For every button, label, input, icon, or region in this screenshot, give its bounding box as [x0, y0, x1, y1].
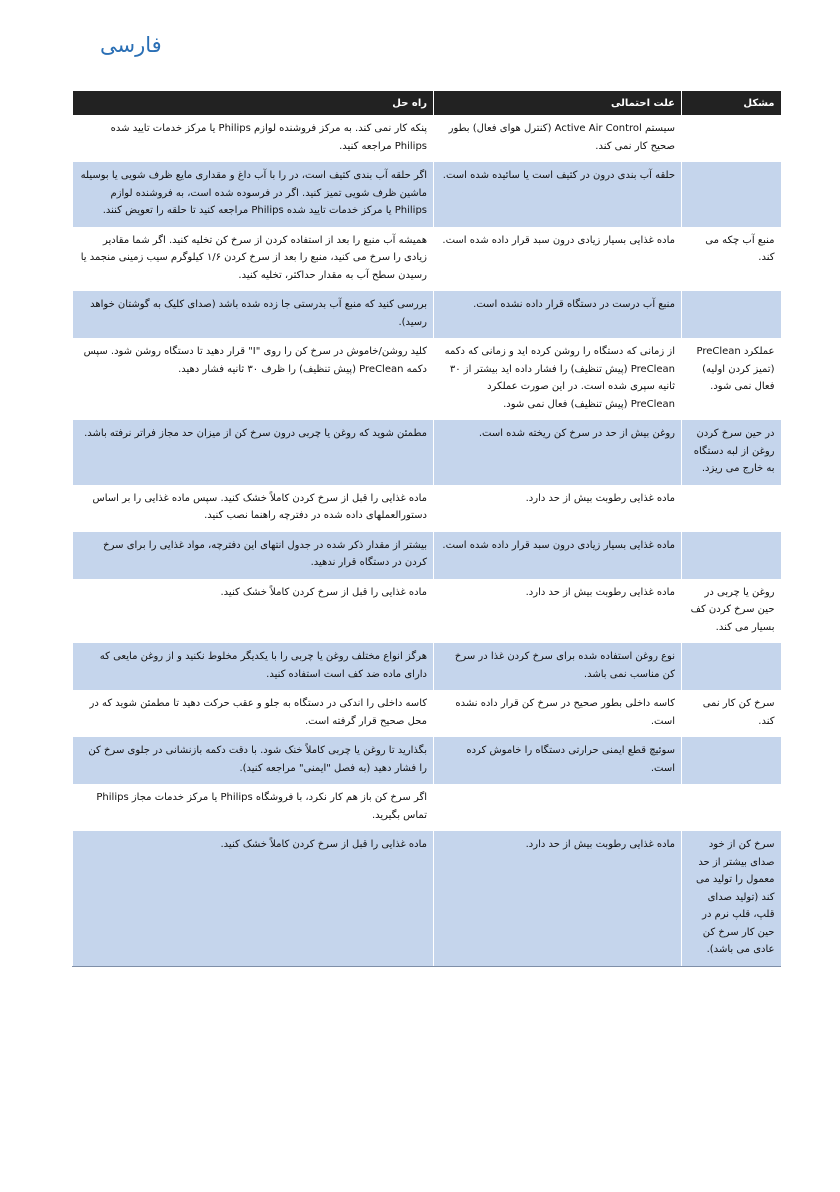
- cell-cause: ماده غذایی رطوبت بیش از حد دارد.: [434, 485, 682, 532]
- cell-cause: کاسه داخلی بطور صحیح در سرخ کن قرار داده نشده است.: [434, 690, 682, 737]
- cell-solution: ماده غذایی را قبل از سرخ کردن کاملاً خشک کنید.: [73, 579, 434, 644]
- cell-solution: ماده غذایی را قبل از سرخ کردن کاملاً خشک کنید. سپس ماده غذایی را بر اساس دستورالعملهای داده شده در دفترچه راهنما نصب کنید.: [73, 485, 434, 532]
- cell-problem: سرخ کن از خود صدای بیشتر از حد معمول را تولید می کند (تولید صدای قلپ، قلپ نرم در حین کار سرخ کن عادی می باشد).: [682, 831, 781, 966]
- cell-problem: عملکرد PreClean (تمیز کردن اولیه) فعال نمی شود.: [682, 338, 781, 420]
- header-solution: راه حل: [73, 91, 434, 115]
- cell-cause: سوئیچ قطع ایمنی حرارتی دستگاه را خاموش کرده است.: [434, 737, 682, 784]
- cell-cause: منبع آب درست در دستگاه قرار داده نشده است.: [434, 291, 682, 338]
- cell-problem: [682, 643, 781, 690]
- table-row: [73, 420, 781, 485]
- cell-cause: از زمانی که دستگاه را روشن کرده اید و زمانی که دکمه PreClean (پیش تنظیف) را فشار داده اید بیشتر از ۳۰ ثانیه سپری شده است. در این صورت عملکرد PreClean (پیش تنظیف) فعال نمی شود.: [434, 338, 682, 420]
- table-row: [73, 737, 781, 784]
- table-row: [73, 162, 781, 227]
- header-cause: علت احتمالی: [434, 91, 682, 115]
- cell-solution: مطمئن شوید که روغن یا چربی درون سرخ کن از میزان حد مجاز فراتر نرفته باشد.: [73, 420, 434, 485]
- cell-cause: سیستم Active Air Control (کنترل هوای فعال) بطور صحیح کار نمی کند.: [434, 115, 682, 162]
- cell-problem: منبع آب چکه می کند.: [682, 227, 781, 292]
- table-row: [73, 831, 781, 966]
- cell-problem: [682, 532, 781, 579]
- cell-solution: بگذارید تا روغن یا چربی کاملاً خنک شود. با دقت دکمه بازنشانی در جلوی سرخ کن را فشار دهید (به فصل "ایمنی" مراجعه کنید).: [73, 737, 434, 784]
- table-row: [73, 690, 781, 737]
- cell-solution: پنکه کار نمی کند. به مرکز فروشنده لوازم Philips یا مرکز خدمات تایید شده Philips مراجعه کنید.: [73, 115, 434, 162]
- cell-cause: حلقه آب بندی درون در کثیف است یا سائیده شده است.: [434, 162, 682, 227]
- cell-solution: اگر سرخ کن باز هم کار نکرد، با فروشگاه Philips یا مرکز خدمات مجاز Philips تماس بگیرید.: [73, 784, 434, 831]
- cell-cause: [434, 784, 682, 831]
- cell-problem: [682, 485, 781, 532]
- table-row: [73, 532, 781, 579]
- cell-solution: هرگز انواع مختلف روغن یا چربی را با یکدیگر مخلوط نکنید و از روغن مایعی که دارای ماده ضد کف است استفاده کنید.: [73, 643, 434, 690]
- table-row: [73, 291, 781, 338]
- cell-cause: ماده غذایی رطوبت بیش از حد دارد.: [434, 579, 682, 644]
- table-row: [73, 338, 781, 420]
- header-problem: مشکل: [682, 91, 781, 115]
- cell-problem: در حین سرخ کردن روغن از لبه دستگاه به خارج می ریزد.: [682, 420, 781, 485]
- cell-solution: بررسی کنید که منبع آب بدرستی جا زده شده باشد (صدای کلیک به گوشتان خواهد رسید).: [73, 291, 434, 338]
- cell-cause: ماده غذایی بسیار زیادی درون سبد قرار داده شده است.: [434, 532, 682, 579]
- cell-problem: [682, 291, 781, 338]
- cell-cause: ماده غذایی بسیار زیادی درون سبد قرار داده شده است.: [434, 227, 682, 292]
- cell-solution: کاسه داخلی را اندکی در دستگاه به جلو و عقب حرکت دهید تا مطمئن شوید که در محل صحیح قرار گرفته است.: [73, 690, 434, 737]
- cell-cause: نوع روغن استفاده شده برای سرخ کردن غذا در سرخ کن مناسب نمی باشد.: [434, 643, 682, 690]
- cell-problem: [682, 115, 781, 162]
- cell-problem: سرخ کن کار نمی کند.: [682, 690, 781, 737]
- table-row: [73, 579, 781, 644]
- table-row: [73, 784, 781, 831]
- cell-problem: [682, 162, 781, 227]
- table-row: [73, 227, 781, 292]
- cell-cause: ماده غذایی رطوبت بیش از حد دارد.: [434, 831, 682, 966]
- table-row: [73, 643, 781, 690]
- table-row: [73, 115, 781, 162]
- cell-solution: اگر حلقه آب بندی کثیف است، در را با آب داغ و مقداری مایع ظرف شویی یا بوسیله ماشین ظرف شویی تمیز کنید. اگر در فرسوده شده است، به فروشنده لوازم Philips یا مرکز خدمات تایید شده Philips مراجعه کنید تا حلقه را تعویض کنند.: [73, 162, 434, 227]
- cell-problem: [682, 784, 781, 831]
- table-row: [73, 485, 781, 532]
- cell-solution: ماده غذایی را قبل از سرخ کردن کاملاً خشک کنید.: [73, 831, 434, 966]
- troubleshooting-table-container: [72, 91, 780, 967]
- troubleshooting-table: [72, 91, 781, 967]
- cell-solution: کلید روشن/خاموش در سرخ کن را روی "I" قرار دهید تا دستگاه روشن شود. سپس دکمه PreClean (پیش تنظیف) را ظرف ۳۰ ثانیه فشار دهید.: [73, 338, 434, 420]
- page-language-title: فارسی: [100, 33, 162, 57]
- table-header-row: [73, 91, 781, 115]
- cell-solution: بیشتر از مقدار ذکر شده در جدول انتهای این دفترچه، مواد غذایی را برای سرخ کردن در دستگاه قرار ندهید.: [73, 532, 434, 579]
- cell-problem: روغن یا چربی در حین سرخ کردن کف بسیار می کند.: [682, 579, 781, 644]
- cell-solution: همیشه آب منبع را بعد از استفاده کردن از سرخ کن تخلیه کنید. اگر شما مقادیر زیادی را سرخ می کنید، منبع را بعد از سرخ کردن ۱/۶ کیلوگرم سیب زمینی منجمد یا رسیدن سطح آب به مقدار حداکثر، تخلیه کنید.: [73, 227, 434, 292]
- cell-cause: روغن بیش از حد در سرخ کن ریخته شده است.: [434, 420, 682, 485]
- cell-problem: [682, 737, 781, 784]
